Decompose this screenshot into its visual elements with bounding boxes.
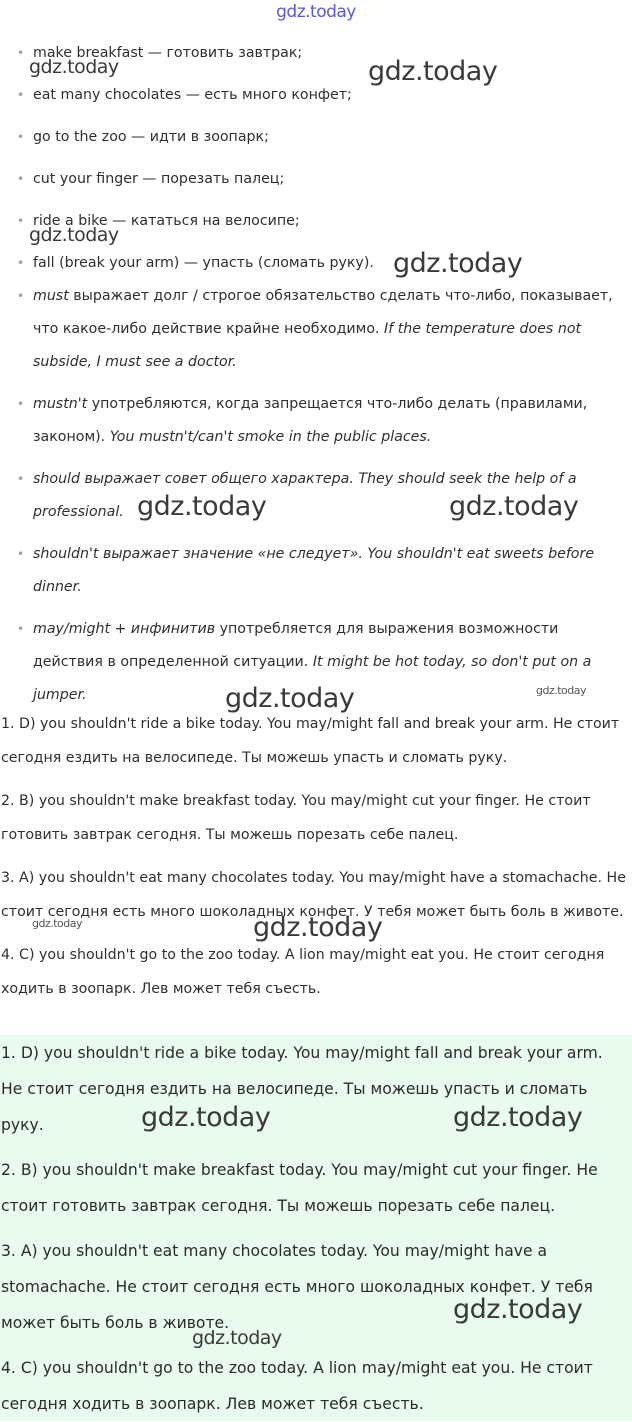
answer-paragraph: 2. B) you shouldn't make breakfast today. You may/might cut your finger. Не стоит готовить завтрак сегодня. Ты можешь порезать себе палец. xyxy=(1,793,591,843)
watermark: gdz.today xyxy=(536,684,587,697)
grammar-example: It might be hot today, so don't put on a jumper. xyxy=(33,654,592,703)
answers-section xyxy=(0,707,632,1015)
watermark: gdz.today xyxy=(368,56,498,87)
list-item: • cut your finger — порезать палец; xyxy=(0,163,632,196)
list-item: • go to the zoo — идти в зоопарк; xyxy=(0,121,632,154)
answer-paragraph: 2. B) you shouldn't make breakfast today. You may/might cut your finger. Не стоит готовить завтрак сегодня. Ты можешь порезать себе палец. xyxy=(1,1161,598,1215)
vocab-and-grammar-list xyxy=(0,37,632,712)
grammar-text: употребляются, когда запрещается что-либо делать (правилами, законом). xyxy=(33,396,588,445)
answer-paragraph: 4. C) you shouldn't go to the zoo today. A lion may/might eat you. Не стоит сегодня ходить в зоопарк. Лев может тебя съесть. xyxy=(1,1359,593,1413)
grammar-example: If the temperature does not subside, I must see a doctor. xyxy=(33,321,582,370)
watermark: gdz.today xyxy=(29,56,119,78)
header-watermark: gdz.today xyxy=(276,2,356,22)
grammar-term: mustn't xyxy=(33,396,88,412)
grammar-must xyxy=(0,280,632,379)
grammar-example: You mustn't/can't smoke in the public places. xyxy=(109,429,432,445)
answer-paragraph: 4. C) you shouldn't go to the zoo today. A lion may/might eat you. Не стоит сегодня ходить в зоопарк. Лев может тебя съесть. xyxy=(1,947,605,997)
watermark: gdz.today xyxy=(225,683,355,714)
list-item: • fall (break your arm) — упасть (сломать руку). xyxy=(0,247,632,280)
list-item: • eat many chocolates — есть много конфет; xyxy=(0,79,632,112)
watermark: gdz.today xyxy=(393,248,523,279)
grammar-text: употребляется для выражения возможности действия в определенной ситуации. xyxy=(33,621,559,670)
watermark: gdz.today xyxy=(141,1102,271,1133)
grammar-shouldnt: • shouldn't выражает значение «не следует». You shouldn't eat sweets before dinner. xyxy=(0,538,632,604)
answer-paragraph: 3. A) you shouldn't eat many chocolates today. You may/might have a stomachache. Не стоит сегодня есть много шоколадных конфет. У тебя может быть боль в животе. xyxy=(1,870,626,920)
answer-paragraph: 3. A) you shouldn't eat many chocolates today. You may/might have a stomachache. Не стоит сегодня есть много шоколадных конфет. У тебя может быть боль в животе. xyxy=(1,1242,593,1332)
grammar-mustnt xyxy=(0,388,632,454)
watermark: gdz.today xyxy=(453,1102,583,1133)
grammar-text: выражает долг / строгое обязательство сделать что-либо, показывает, что какое-либо действие крайне необходимо. xyxy=(33,288,613,337)
grammar-should: • should выражает совет общего характера. They should seek the help of a professional. xyxy=(0,463,632,529)
list-item: • ride a bike — кататься на велосипе; xyxy=(0,205,632,238)
answers-highlighted-section xyxy=(0,1035,632,1421)
grammar-may xyxy=(0,613,632,712)
watermark: gdz.today xyxy=(253,912,383,943)
watermark: gdz.today xyxy=(29,224,119,246)
watermark: gdz.today xyxy=(453,1294,583,1325)
watermark: gdz.today xyxy=(137,491,267,522)
grammar-term: must xyxy=(33,288,69,304)
watermark: gdz.today xyxy=(449,491,579,522)
grammar-term: may/might + инфинитив xyxy=(33,621,216,637)
watermark: gdz.today xyxy=(192,1327,282,1349)
watermark: gdz.today xyxy=(32,917,83,930)
answer-paragraph: 1. D) you shouldn't ride a bike today. You may/might fall and break your arm. Не стоит сегодня ездить на велосипеде. Ты можешь упасть и сломать руку. xyxy=(1,716,620,766)
list-item: • make breakfast — готовить завтрак; xyxy=(0,37,632,70)
answer-paragraph: 1. D) you shouldn't ride a bike today. You may/might fall and break your arm. Не стоит сегодня ездить на велосипеде. Ты можешь упасть и сломать руку. xyxy=(1,1044,603,1134)
